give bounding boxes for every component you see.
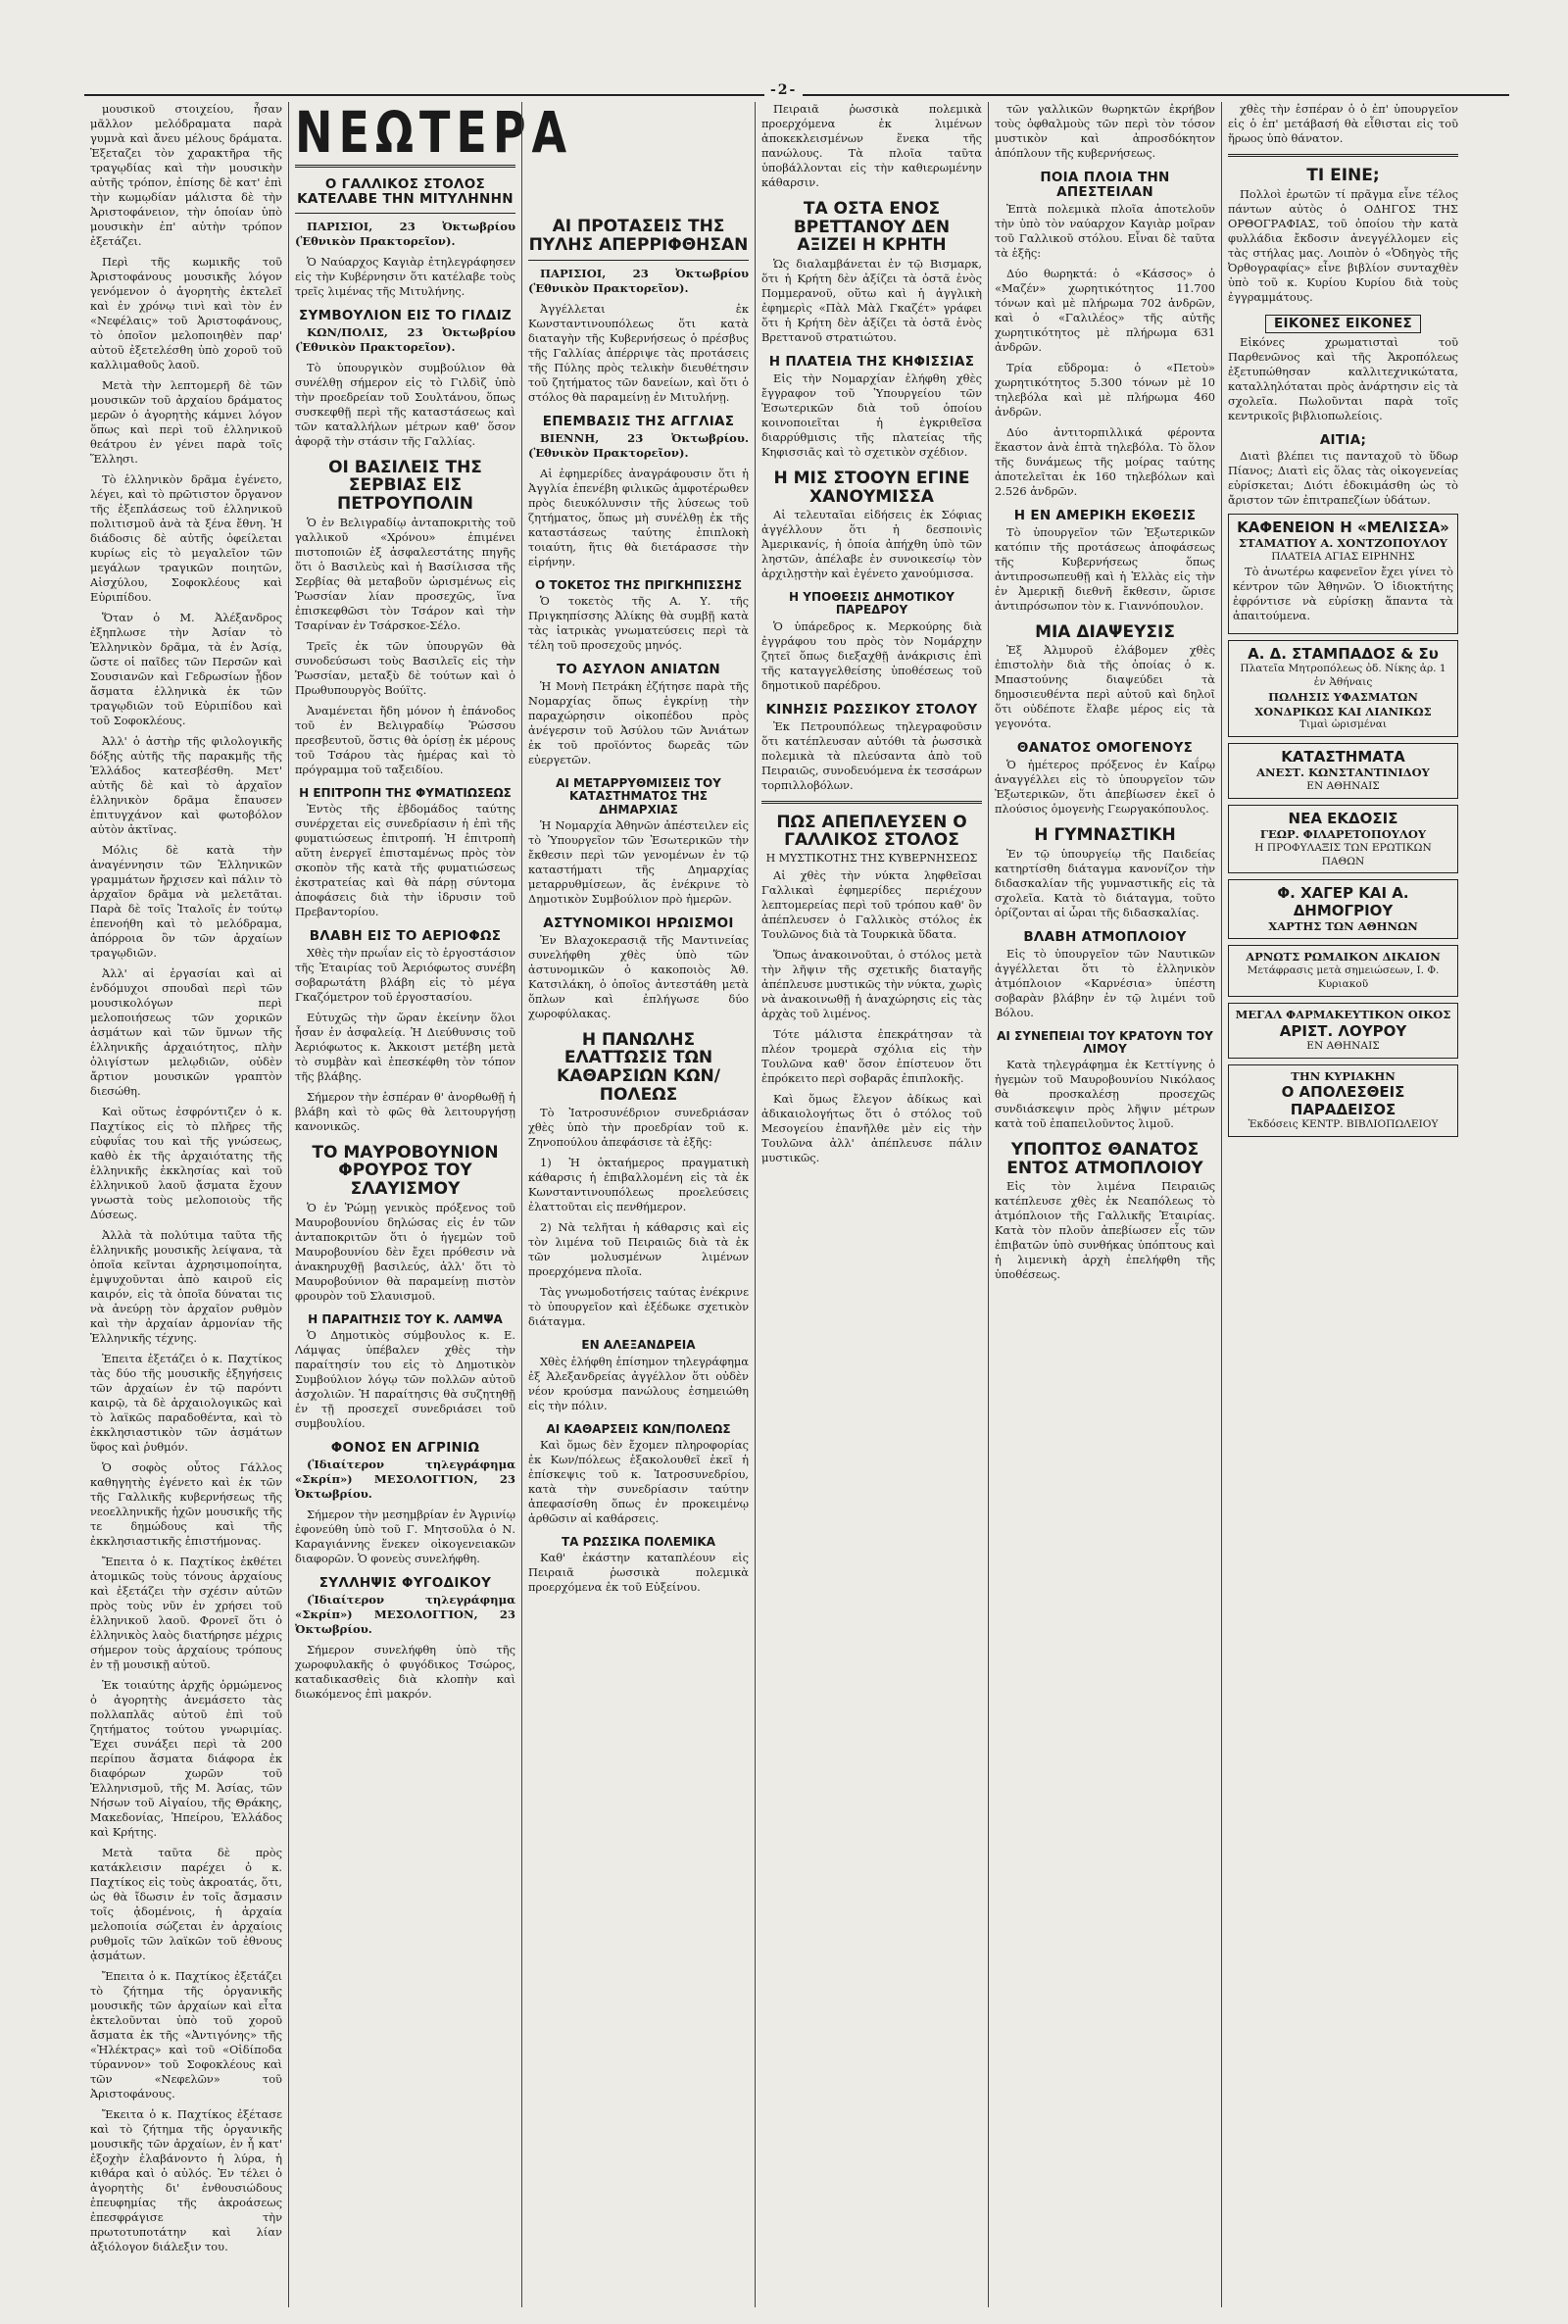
paragraph: Σήμερον τὴν ἑσπέραν θ' ἀνορθωθῇ ἡ βλάβη καὶ τὸ φῶς θὰ λειτουργήσῃ κανονικῶς. [295, 1089, 515, 1133]
headline: Η ΥΠΟΘΕΣΙΣ ΔΗΜΟΤΙΚΟΥ ΠΑΡΕΔΡΟΥ [789, 590, 955, 618]
ad-line: ΠΩΛΗΣΙΣ ΥΦΑΣΜΑΤΩΝ [1268, 689, 1418, 704]
paragraph: Ἀλλὰ τὰ πολύτιμα ταῦτα τῆς ἑλληνικῆς μουσικῆς λείψανα, τὰ ὁποῖα κεῖνται ἀχρησιμοποίητα, ἐμψυχοῦνται ἀπὸ καιροῦ εἰς καιρόν, εἰς τὰ ὁποῖα δύναται τις νὰ ἀνεύρῃ τὸν ἀρχαῖον ρυθμὸν καὶ τὴν ἀρχαίαν ἁρμονίαν τῆς Ἑλληνικῆς τέχνης. [90, 1228, 282, 1345]
paragraph: Ἐξ Ἀλμυροῦ ἐλάβομεν χθὲς ἐπιστολὴν διὰ τῆς ὁποίας ὁ κ. Μπαστούνης διαψεύδει τὰ δημοσιευθέντα περὶ αὐτοῦ καὶ δηλοῖ ὅτι οὐδέποτε ἔλαβε μέρος εἰς τὰ γεγονότα. [995, 643, 1215, 731]
paragraph: Χθὲς ἐλήφθη ἐπίσημον τηλεγράφημα ἐξ Ἀλεξανδρείας ἀγγέλλον ὅτι οὐδὲν νέον κρούσμα πανώλους ἐσημειώθη εἰς τὴν πόλιν. [528, 1354, 749, 1412]
paragraph: Ἀναμένεται ἤδη μόνον ἡ ἐπάνοδος τοῦ ἐν Βελιγραδίῳ Ῥώσσου πρεσβευτοῦ, ὅστις θὰ ὁρίσῃ ἐκ μέρους τοῦ Τσάρου τὰς ἡμέρας καὶ τὸ πρόγραμμα τοῦ ταξειδίου. [295, 703, 515, 776]
divider [295, 213, 515, 214]
paragraph: Ὁ τοκετὸς τῆς Α. Υ. τῆς Πριγκηπίσσης Ἀλίκης θὰ συμβῇ κατὰ τὰς ἰατρικὰς γνωματεύσεις περὶ τὰ τέλη τοῦ προσεχοῦς μηνός. [528, 594, 749, 653]
advertisement [1228, 514, 1458, 634]
ad-body: Τὸ ἀνωτέρω καφενεῖον ἔχει γίνει τὸ κέντρον τῶν Ἀθηνῶν. Ὁ ἰδιοκτήτης ἐφρόντισε νὰ εὑρίσκῃ ἅπαντα τὰ ἀπαιτούμενα. [1233, 565, 1453, 623]
paragraph: Ὁ σοφὸς οὗτος Γάλλος καθηγητὴς ἐγένετο καὶ ἐκ τῶν τῆς Γαλλικῆς κυβερνήσεως τῆς νεοελληνικῆς ἠχῶν μουσικῆς τῆς τε δημώδους καὶ τῆς ἐκκλησιαστικῆς ἐπιστήμονας. [90, 1460, 282, 1548]
paragraph: Ἀλλ' ὁ ἀστὴρ τῆς φιλολογικῆς δόξης αὐτῆς τῆς παρακμῆς τῆς Ἑλλάδος κατεσβέσθη. Μετ' αὐτῆς δὲ καὶ τὸ ἀρχαῖον ἑλληνικὸν δρᾶμα ἔπαυσεν ἐπιτυγχάνον καὶ φωτοβόλον αὐτὸν ἀκτῖνας. [90, 734, 282, 836]
paragraph: Ἡ Νομαρχία Ἀθηνῶν ἀπέστειλεν εἰς τὸ Ὑπουργεῖον τῶν Ἐσωτερικῶν τὴν ἔκθεσιν περὶ τῶν γενομένων ἐν τῷ καταστήματι τῆς Δημαρχίας μεταρρυθμίσεων, ἅς ἐνέκρινε τὸ Δημοτικὸν Συμβούλιον πρὸ ἡμερῶν. [528, 817, 749, 906]
paragraph: Μετὰ ταῦτα δὲ πρὸς κατάκλεισιν παρέχει ὁ κ. Παχτίκος εἰς τοὺς ἀκροατάς, ὅτι, ὡς θὰ ἴδωσιν ἐν τοῖς ἄσμασιν τοῖς ᾀδομένοις, ἡ ἀρχαία μελοποιία σώζεται ἐν ἀρχαίοις ρυθμοῖς τῶν λαϊκῶν τοῦ ἐθνους ᾀσμάτων. [90, 1846, 282, 1962]
headline: ΑΙ ΣΥΝΕΠΕΙΑΙ ΤΟΥ ΚΡΑΤΟΥΝ ΤΟΥ ΛΙΜΟΥ [997, 1028, 1213, 1056]
headline: ΑΙ ΠΡΟΤΑΣΕΙΣ ΤΗΣ ΠΥΛΗΣ ΑΠΕΡΡΙΦΘΗΣΑΝ [528, 217, 749, 255]
column-1 [84, 102, 288, 2307]
dateline: (Ἰδιαίτερον τηλεγράφημα «Σκρίπ») ΜΕΣΟΛΟΓΓΙΟΝ, 23 Ὀκτωβρίου. [295, 1457, 515, 1501]
ad-address: ΠΛΑΤΕΙΑ ΑΓΙΑΣ ΕΙΡΗΝΗΣ [1271, 551, 1415, 564]
headline: Η ΕΠΙΤΡΟΠΗ ΤΗΣ ΦΥΜΑΤΙΩΣΕΩΣ [299, 785, 512, 800]
column-5 [988, 102, 1221, 2307]
paragraph: τῶν γαλλικῶν θωρηκτῶν ἐκρήβον τοὺς ὀφθαλμοὺς τῶν περὶ τὸν τόσον μυστικὸν καὶ ἀπροσδόκητον ἀπόπλουν τῆς κυβερνήσεως. [995, 102, 1215, 160]
subheadline: Η ΜΥΣΤΙΚΟΤΗΣ ΤΗΣ ΚΥΒΕΡΝΗΣΕΩΣ [765, 851, 978, 865]
advertisement [1228, 879, 1458, 939]
ad-owner: ΑΡΙΣΤ. ΛΟΥΡΟΥ [1279, 1021, 1407, 1040]
headline: Η ΜΙΣ ΣΤΟΟΥΝ ΕΓΙΝΕ ΧΑΝΟΥΜΙΣΣΑ [773, 468, 970, 507]
headline: ΤΙ ΕΙΝΕ; [1306, 166, 1380, 185]
paragraph: Ὅπως ἀνακοινοῦται, ὁ στόλος μετὰ τὴν λῆψιν τῆς σχετικῆς διαταγῆς ἀπέπλευσε μυστικῶς τὴν νύκτα, χωρὶς νὰ ἀνακοινωθῇ ἡ ἀναχώρησις εἰς τὰς ἀρχὰς τοῦ λιμένος. [761, 947, 982, 1020]
ad-line: Ἐκδόσεις ΚΕΝΤΡ. ΒΙΒΛΙΟΠΩΛΕΙΟΥ [1248, 1118, 1439, 1131]
paragraph: 1) Ἡ ὀκταήμερος πραγματικὴ κάθαρσις ἡ ἐπιβαλλομένη εἰς τὰ ἐκ Κωνσταντινουπόλεως προελεύσεις ἐλαττοῦται εἰς πενθήμερον. [528, 1156, 749, 1214]
paragraph: Σήμερον συνελήφθη ὑπὸ τῆς χωροφυλακῆς ὁ φυγόδικος Τσώρος, καταδικασθεὶς διὰ κλοπὴν καὶ διωκόμενος ἐπὶ μακρόν. [295, 1642, 515, 1701]
paragraph: Εἰς τὸ ὑπουργεῖον τῶν Ναυτικῶν ἀγγέλλεται ὅτι τὸ ἑλληνικὸν ἀτμόπλοιον «Καρνέσια» ὑπέστη σοβαρὰν βλάβην ἐν τῷ λιμένι τοῦ Βόλου. [995, 946, 1215, 1019]
ad-line: ΓΕΩΡ. ΦΙΛΑΡΕΤΟΠΟΥΛΟΥ [1259, 826, 1427, 841]
column-6 [1221, 102, 1464, 2307]
paragraph: Αἱ χθὲς τὴν νύκτα ληφθεῖσαι Γαλλικαὶ ἐφημερίδες περιέχουν λεπτομερείας περὶ τοῦ τρόπου καθ' ὃν ἀπέπλευσεν ὁ Γαλλικὸς στόλος ἐκ Τουλῶνος διὰ τὰ Τουρκικὰ ὕδατα. [761, 867, 982, 941]
headline: ΑΣΤΥΝΟΜΙΚΟΙ ΗΡΩΙΣΜΟΙ [543, 915, 734, 931]
ad-title: Φ. ΧΑΓΕΡ ΚΑΙ Α. ΔΗΜΟΓΡΙΟΥ [1277, 884, 1409, 920]
columns [84, 99, 1509, 2307]
advertisement [1228, 640, 1458, 737]
paragraph: Αἱ τελευταῖαι εἰδήσεις ἐκ Σόφιας ἀγγέλλουν ὅτι ἡ δεσποινὶς Ἀμερικανίς, ἡ ὁποία ἀπήχθη ὑπὸ τῶν ληστῶν, ἀπέλαβε ἐν συνοικεσίῳ τὸν ἀρχιλῃστὴν καὶ ἐγένετο χανούμισσα. [761, 508, 982, 581]
paragraph: Δύο ἀντιτορπιλλικά φέροντα ἕκαστον ἀνὰ ἑπτὰ τηλεβόλα. Τὸ ὅλον τῆς δυνάμεως τῆς μοίρας ταύτης ἀποτελεῖται ἐκ 160 τηλεβόλων καὶ 2.526 ἀνδρῶν. [995, 424, 1215, 498]
headline: ΕΠΕΜΒΑΣΙΣ ΤΗΣ ΑΓΓΛΙΑΣ [542, 414, 735, 430]
page-number: -2- [764, 82, 803, 98]
advertisement [1228, 743, 1458, 799]
headline: ΑΙ ΜΕΤΑΡΡΥΘΜΙΣΕΙΣ ΤΟΥ ΚΑΤΑΣΤΗΜΑΤΟΣ ΤΗΣ ΔΗΜΑΡΧΙΑΣ [556, 776, 721, 816]
dateline: ΠΑΡΙΣΙΟΙ, 23 Ὀκτωβρίου (Ἐθνικὸν Πρακτορεῖον). [528, 267, 749, 296]
headline: ΣΥΜΒΟΥΛΙΟΝ ΕΙΣ ΤΟ ΓΙΛΔΙΖ [298, 307, 512, 323]
paragraph: Ὁ ὑπάρεδρος κ. Μερκούρης διὰ ἐγγράφου του πρὸς τὸν Νομάρχην ζητεῖ ὅπως διεξαχθῇ ἀνάκρισις ἐπὶ τῆς καταγγελθείσης ὑποθέσεως τοῦ δημοτικοῦ παρέδρου. [761, 618, 982, 692]
headline: ΘΑΝΑΤΟΣ ΟΜΟΓΕΝΟΥΣ [1016, 740, 1194, 757]
ad-line: Ο ΑΠΟΛΕΣΘΕΙΣ ΠΑΡΑΔΕΙΣΟΣ [1281, 1083, 1405, 1119]
ad-city: ΕΝ ΑΘΗΝΑΙΣ [1306, 780, 1380, 793]
paragraph: Ἐν Βλαχοκερασιᾷ τῆς Μαντινείας συνελήφθη χθὲς ὑπὸ τῶν ἀστυνομικῶν ὁ κακοποιὸς Ἀθ. Κατσιλάκη, ὁ ὁποῖος ἀντεστάθη μετὰ ὅπλων καὶ ἐπλήγωσε δύο χωροφύλακας. [528, 932, 749, 1020]
paragraph: Ἐντὸς τῆς ἑβδομάδος ταύτης συνέρχεται εἰς συνεδρίασιν ἡ ἐπὶ τῆς φυματιώσεως ἐπιτροπή. Ἡ ἐπιτροπὴ αὕτη ἐνεργεῖ ἐπισταμένως πρὸς τὸν σκοπὸν τῆς κατὰ τῆς φυματιώσεως ἐκστρατείας καὶ θὰ πάρῃ σύντομα ἀποφάσεις διὰ τὴν ἱδρυσιν τοῦ Πρεβαντορίου. [295, 801, 515, 918]
dateline: (Ἰδιαίτερον τηλεγράφημα «Σκρίπ») ΜΕΣΟΛΟΓΓΙΟΝ, 23 Ὀκτωβρίου. [295, 1592, 515, 1636]
ad-owner: ΑΝΕΣΤ. ΚΩΝΣΤΑΝΤΙΝΙΔΟΥ [1256, 766, 1430, 780]
headline: ΤΟ ΑΣΥΛΟΝ ΑΝΙΑΤΩΝ [556, 662, 721, 678]
paragraph: Ἐπειτα ἐξετάζει ὁ κ. Παχτίκος τὰς δύο τῆς μουσικῆς ἐξηγήσεις τῶν ἀρχαίων ἐν τῷ παρόντι καιρῷ, τὰ δὲ ἀρχαιολογικῶς καὶ τὸ λαϊκῶς παραδοθέντα, καὶ τὸ ἐκκλησιαστικὸν τῶν ἀσμάτων ὕφος καὶ ῥυθμόν. [90, 1352, 282, 1454]
ad-title: ΜΕΓΑΛ ΦΑΡΜΑΚΕΥΤΙΚΟΝ ΟΙΚΟΣ [1235, 1007, 1451, 1021]
headline: ΚΙΝΗΣΙΣ ΡΩΣΣΙΚΟΥ ΣΤΟΛΟΥ [765, 701, 978, 717]
dateline: ΒΙΕΝΝΗ, 23 Ὀκτωβρίου. (Ἐθνικὸν Πρακτορεῖον). [528, 431, 749, 461]
headline: ΟΙ ΒΑΣΙΛΕΙΣ ΤΗΣ ΣΕΡΒΙΑΣ ΕΙΣ ΠΕΤΡΟΥΠΟΛΙΝ [328, 457, 482, 514]
paragraph: Εἰς τὸν λιμένα Πειραιῶς κατέπλευσε χθὲς ἐκ Νεαπόλεως τὸ ἀτμόπλοιον τῆς Γαλλικῆς Ἑταιρίας. Κατὰ τὸν πλοῦν ἀπεβίωσεν εἷς τῶν ἐπιβατῶν ὑπὸ συνθήκας ὑπόπτους καὶ ἡ λιμενικὴ ἀρχὴ ἐπελήφθη τῆς ὑποθέσεως. [995, 1179, 1215, 1282]
paragraph: Ὁ ἡμέτερος πρόξενος ἐν Καΐρῳ ἀναγγέλλει εἰς τὸ ὑπουργεῖον τῶν Ἐξωτερικῶν, ὅτι ἀπεβίωσεν ἐκεῖ ὁ πλούσιος ὁμογενὴς Γεωργακόπουλος. [995, 758, 1215, 816]
headline: ΠΩΣ ΑΠΕΠΛΕΥΣΕΝ Ο ΓΑΛΛΙΚΟΣ ΣΤΟΛΟΣ [776, 812, 967, 851]
headline: Η ΓΥΜΝΑΣΤΙΚΗ [1034, 825, 1176, 846]
advertisement [1228, 945, 1458, 996]
paragraph: Πειραιᾶ ῥωσσικὰ πολεμικὰ προερχόμενα ἐκ λιμένων ἀποκεκλεισμένων ἕνεκα τῆς πανώλους. Τὰ πλοῖα ταῦτα ὑποβάλλονται εἰς τὴν καθιερωμένην κάθαρσιν. [761, 102, 982, 189]
paragraph: Ἡ Μονὴ Πετράκη ἐζήτησε παρὰ τῆς Νομαρχίας ὅπως ἐγκρίνῃ τὴν παραχώρησιν οἰκοπέδου πρὸς ἀνέγερσιν τοῦ Ἀσύλου τῶν Ἀνιάτων ἐκ τοῦ προϊόντος δωρεᾶς τῶν εὐεργετῶν. [528, 679, 749, 767]
paragraph: Ἔπειτα ὁ κ. Παχτίκος ἐξετάζει τὸ ζήτημα τῆς ὀργανικῆς μουσικῆς τῶν ἀρχαίων καὶ εἶτα ἐκτελοῦνται ὑπὸ τοῦ χοροῦ ἄσματα ἐκ τῆς «Ἀντιγόνης» τῆς «Ἠλέκτρας» καὶ τοῦ «Οἰδίποδα τύραννον» τοῦ Σοφοκλέους καὶ τῶν «Νεφελῶν» τοῦ Ἀριστοφάνους. [90, 1969, 282, 2101]
headline: Ο ΓΑΛΛΙΚΟΣ ΣΤΟΛΟΣ ΚΑΤΕΛΑΒΕ ΤΗΝ ΜΙΤΥΛΗΝΗΝ [297, 176, 514, 207]
paragraph: Εὐτυχῶς τὴν ὥραν ἐκείνην ὅλοι ἦσαν ἐν ἀσφαλείᾳ. Ἡ Διεύθυνσις τοῦ Ἀεριόφωτος κ. Ἀκκοιστ μετέβη μετὰ τὸ συμβὰν καὶ ἐπεσκέφθη τὸν τόπον τῆς βλάβης. [295, 1010, 515, 1083]
headline: Η ΠΑΡΑΙΤΗΣΙΣ ΤΟΥ Κ. ΛΑΜΨΑ [308, 1311, 503, 1326]
paragraph: Τὸ ἑλληνικὸν δρᾶμα ἐγένετο, λέγει, καὶ τὸ πρῶτιστον ὄργανον τῆς ἐξεπλάσεως τοῦ ἑλληνικοῦ πολιτισμοῦ ἀνὰ τὰ ξένα ἔθνη. Ἡ διάδοσις δὲ αὐτῆς ὀφείλεται κυρίως εἰς τὸ μεγαλεῖον τῶν μεγάλων τραγικῶν ποιητῶν, Αἰσχύλου, Σοφοκλέους καὶ Εὐριπίδου. [90, 472, 282, 604]
headline: ΣΥΛΛΗΨΙΣ ΦΥΓΟΔΙΚΟΥ [318, 1574, 492, 1591]
divider [761, 801, 982, 804]
paragraph: Ἑπτὰ πολεμικὰ πλοῖα ἀποτελοῦν τὴν ὑπὸ τὸν ναύαρχον Καγιὰρ μοῖραν τοῦ Γαλλικοῦ στόλου. Εἶναι δὲ ταῦτα τὰ ἑξῆς: [995, 201, 1215, 260]
ad-title: Α. Δ. ΣΤΑΜΠΑΔΟΣ & Συ [1248, 645, 1439, 664]
paragraph: Χθὲς τὴν πρωΐαν εἰς τὸ ἐργοστάσιον τῆς Ἑταιρίας τοῦ Ἀεριόφωτος συνέβη σοβαρωτάτη βλάβη εἰς τὸ μέγα Γκαζόμετρον τοῦ ἐργοστασίου. [295, 945, 515, 1004]
headline-box: ΕΙΚΟΝΕΣ ΕΙΚΟΝΕΣ [1265, 315, 1421, 333]
paragraph: Εἰκόνες χρωματισταὶ τοῦ Παρθενῶνος καὶ τῆς Ἀκροπόλεως ἐξετυπώθησαν καλλιτεχνικώτατα, καταλληλόταται πρὸς ἀνάρτησιν εἰς τὰ σχολεῖα. Πωλοῦνται παρὰ τοῖς κεντρικοῖς βιβλιοπωλείοις. [1228, 334, 1458, 422]
divider [1228, 154, 1458, 157]
headline: ΒΛΑΒΗ ΕΙΣ ΤΟ ΑΕΡΙΟΦΩΣ [309, 927, 502, 944]
dateline: ΠΑΡΙΣΙΟΙ, 23 Ὀκτωβρίου (Ἐθνικὸν Πρακτορεῖον). [295, 219, 515, 248]
paragraph: Τρεῖς ἐκ τῶν ὑπουργῶν θὰ συνοδεύσωσι τοὺς Βασιλεῖς εἰς τὴν Ῥωσσίαν, μεταξὺ δὲ τούτων καὶ ὁ Πρωθυπουργὸς Βούϊτς. [295, 638, 515, 697]
paragraph: μουσικοῦ στοιχείου, ἦσαν μᾶλλον μελόδραματα παρὰ γυμνὰ καὶ ἄνευ μέλους δράματα. Ἐξεταζει τὸν χαρακτῆρα τῆς τραγῳδίας καὶ τὴν μουσικὴν αὐτῆς τρόπον, ἐπίσης δὲ κατ' ἐπὶ τὴν κωμῳδίαν μάλιστα δὲ τὴν Ἀριστοφάνειον, τὴν ὁποίαν ὑπὸ μουσικὴν ἐπ' αὐτὴν τρόπον ἐξετάζει. [90, 102, 282, 248]
divider [528, 260, 749, 261]
paragraph: Ἀγγέλλεται ἐκ Κωνσταντινουπόλεως ὅτι κατὰ διαταγὴν τῆς Κυβερνήσεως ὁ πρέσβυς τῆς Γαλλίας ἀπέρριψε τὰς προτάσεις τῆς Πύλης πρὸς τελικὴν διευθέτησιν τοῦ ζητήματος τῶν δανείων, καὶ ὅτι ὁ στόλος θὰ παραμείνῃ ἐν Μιτυλήνῃ. [528, 302, 749, 405]
ad-title: ΚΑΦΕΝΕΙΟΝ Η «ΜΕΛΙΣΣΑ» [1237, 519, 1449, 537]
paragraph: Ἐκ Πετρουπόλεως τηλεγραφοῦσιν ὅτι κατέπλευσαν αὐτόθι τὰ ῥωσσικὰ πολεμικὰ τὰ πλεύσαντα ἀπὸ τοῦ Πειραιῶς, συνοδευόμενα ἐκ τεσσάρων τορπιλλοβόλων. [761, 718, 982, 792]
paragraph: Τὸ Ἰατροσυνέδριον συνεδριάσαν χθὲς ὑπὸ τὴν προεδρίαν τοῦ κ. Ζηνοπούλου ἀπεφάσισε τὰ ἑξῆς: [528, 1106, 749, 1150]
paragraph: Περὶ τῆς κωμικῆς τοῦ Ἀριστοφάνους μουσικῆς λόγον γενόμενον ὁ ἀγορητὴς ἐκτελεῖ καὶ ἐν χρόνῳ τινὶ καὶ τὸν ἐν «Νεφέλαις» τοῦ Ἀριστοφάνους, τὸ ὁποῖον μελοποιηθὲν παρ' αὐτοῦ ἐξετελέσθη ὑπὸ χοροῦ τοῦ καλλιμαθοῦς λαοῦ. [90, 255, 282, 371]
headline: ΕΝ ΑΛΕΞΑΝΔΡΕΙΑ [581, 1338, 696, 1353]
paragraph: Μετὰ τὴν λεπτομερῆ δὲ τῶν μουσικῶν τοῦ ἀρχαίου δράματος μερῶν ὁ ἀγορητὴς κάμνει λόγον ὅπως καὶ περὶ τοῦ ἑλληνικοῦ θεάτρου ἐν γένει παρὰ τοῖς Ἕλλησι. [90, 378, 282, 466]
ad-title: ΚΑΤΑΣΤΗΜΑΤΑ [1281, 748, 1405, 766]
ad-line: Τιμαὶ ὡρισμέναι [1298, 718, 1388, 731]
column-2 [288, 99, 573, 2307]
dateline: ΚΩΝ/ΠΟΛΙΣ, 23 Ὀκτωβρίου (Ἐθνικὸν Πρακτορεῖον). [295, 324, 515, 354]
paragraph: Τὸ ὑπουργικὸν συμβούλιον θὰ συνέλθῃ σήμερον εἰς τὸ Γιλδὶζ ὑπὸ τὴν προεδρείαν τοῦ Σουλτάνου, ὅπως συσκεφθῇ περὶ τῆς καταστάσεως καὶ τῶν καταλλήλων μέτρων καθ' ὅσον ἀφορᾷ τὴν στάσιν τῆς Γαλλίας. [295, 360, 515, 448]
paragraph: Ἔπειτα ὁ κ. Παχτίκος ἐκθέτει ἀτομικῶς τοὺς τόνους ἀρχαίους καὶ ἐξετάζει τὴν σχέσιν αὐτῶν πρὸς τοὺς νῦν ἐν χρήσει τοῦ ἑλληνικοῦ λαοῦ. Φρονεῖ ὅτι ὁ ἑλληνικὸς λαὸς διατήρησε μέχρις σήμερον τοὺς ἀρχαίους τρόπους ἐν τῇ μουσικῇ αὐτοῦ. [90, 1555, 282, 1671]
headline: ΤΟ ΜΑΥΡΟΒΟΥΝΙΟΝ ΦΡΟΥΡΟΣ ΤΟΥ ΣΛΑΥΙΣΜΟΥ [312, 1142, 499, 1199]
paragraph: Ὁ Δημοτικὸς σύμβουλος κ. Ε. Λάμψας ὑπέβαλεν χθὲς τὴν παραίτησίν του εἰς τὸ Δημοτικὸν Συμβούλιον λόγῳ τῶν πολλῶν αὐτοῦ ἀσχολιῶν. Ἡ παραίτησις θὰ συζητηθῇ ἐν τῇ προσεχεῖ συνεδριάσει τοῦ συμβουλίου. [295, 1327, 515, 1430]
paragraph: Ὁ Ναύαρχος Καγιὰρ ἐτηλεγράφησεν εἰς τὴν Κυβέρνησιν ὅτι κατέλαβε τοὺς τρεῖς λιμένας τῆς Μιτυλήνης. [295, 254, 515, 298]
ad-owner: ΣΤΑΜΑΤΙΟΥ Α. ΧΟΝΤΖΟΠΟΥΛΟΥ [1238, 536, 1448, 551]
paragraph: Πολλοὶ ἐρωτῶν τί πρᾶγμα εἶνε τέλος πάντων αὐτὸς ὁ ΟΔΗΓΟΣ ΤΗΣ ΟΡΘΟΓΡΑΦΙΑΣ, τοῦ ὁποίου τὴν κατὰ φυλλάδια ἔκδοσιν ἀνεγγέλλομεν εἰς τὰς στήλας μας. Λοιπὸν ὁ «Ὁδηγὸς τῆς Ὀρθογραφίας» εἶνε βιβλίον συνταχθὲν ὑπὸ τοῦ κ. Κυρίου Κυρίου διὰ τοὺς ἐγγραμμάτους. [1228, 186, 1458, 304]
paragraph: Ἔκειτα ὁ κ. Παχτίκος ἐξέτασε καὶ τὸ ζήτημα τῆς ὀργανικῆς μουσικῆς τῶν ἀρχαίων, ἐν ἧ κατ' ἐξοχὴν ἐλαβάνοντο ἡ λύρα, ἡ κιθάρα καὶ ὁ αὐλός. Ἐν τέλει ὁ ἀγορητὴς δι' ἐνθουσιώδους ἐπευφημίας τῆς ἀκροάσεως ἐπεσφράγισε τὴν πρωτοτυποτάτην καὶ λίαν ἀξιόλογον διάλεξιν του. [90, 2107, 282, 2253]
headline: ΑΙ ΚΑΘΑΡΣΕΙΣ ΚΩΝ/ΠΟΛΕΩΣ [546, 1421, 731, 1436]
headline: ΒΛΑΒΗ ΑΤΜΟΠΛΟΙΟΥ [1023, 928, 1187, 945]
headline: ΤΑ ΟΣΤΑ ΕΝΟΣ ΒΡΕΤΤΑΝΟΥ ΔΕΝ ΑΞΙΖΕΙ Η ΚΡΗΤΗ [793, 199, 951, 256]
paragraph: Καὶ ὅμως ἔλεγον ἀδίκως καὶ ἀδικαιολογήτως ὅτι ὁ στόλος τοῦ Μεσογείου ἐπανῆλθε μὲν εἰς τὴν Τουλῶνα ἀλλ' ἀπέπλευσε πάλιν μυστικῶς. [761, 1091, 982, 1164]
masthead [295, 99, 573, 168]
headline: ΥΠΟΠΤΟΣ ΘΑΝΑΤΟΣ ΕΝΤΟΣ ΑΤΜΟΠΛΟΙΟΥ [1006, 1139, 1203, 1178]
headline: Η ΕΝ ΑΜΕΡΙΚΗ ΕΚΘΕΣΙΣ [1013, 507, 1197, 523]
advertisement [1228, 1003, 1458, 1059]
paragraph: Μόλις δὲ κατὰ τὴν ἀναγέννησιν τῶν Ἑλληνικῶν γραμμάτων ἤρχισεν καὶ πάλιν τὸ ἀρχαῖον δρᾶμα νὰ μελετᾶται. Παρὰ δὲ τοῖς Ἰταλοῖς ἐν τούτῳ ἐπενοήθη καὶ τὸ μελόδραμα, ἀπόρροια ὂν τῶν ἀρχαίων τραγῳδιῶν. [90, 843, 282, 960]
headline: ΜΙΑ ΔΙΑΨΕΥΣΙΣ [1035, 621, 1175, 642]
headline: ΠΟΙΑ ΠΛΟΙΑ ΤΗΝ ΑΠΕΣΤΕΙΛΑΝ [1040, 170, 1170, 200]
paragraph: Καὶ ὅμως δὲν ἔχομεν πληροφορίας ἐκ Κων/πόλεως ἐξακολουθεῖ ἐκεῖ ἡ ἐπίσκεψις τοῦ κ. Ἰατροσυνεδρίου, κατὰ τὴν συνεδρίασιν ταύτην ἀπεφασίσθη ὅπως ἐν προκειμένῳ ἀρθῶσιν αἱ καθάρσεις. [528, 1437, 749, 1525]
paragraph: Τρία εὔδρομα: ὁ «Πετοὺ» χωρητικότητος 5.300 τόνων μὲ 10 τηλεβόλα καὶ μὲ πλήρωμα 460 ἀνδρῶν. [995, 360, 1215, 419]
paragraph: Διατὶ βλέπει τις πανταχοῦ τὸ ὕδωρ Πίανος; Διατὶ εἰς ὅλας τὰς οἰκογενείας εὑρίσκεται; Διότι ἐδοκιμάσθη ὡς τὸ ἄριστον τῶν ἐπιτραπεζίων ὑδάτων. [1228, 449, 1458, 508]
headline: Η ΠΑΝΩΛΗΣ ΕΛΑΤΤΩΣΙΣ ΤΩΝ ΚΑΘΑΡΣΙΩΝ ΚΩΝ/ΠΟΛΕΩΣ [557, 1029, 720, 1105]
paragraph: Ἐκ τοιαύτης ἀρχῆς ὁρμώμενος ὁ ἀγορητὴς ἀνεμάσετο τὰς πολλαπλᾶς αὐτοῦ ἐπὶ τοῦ ζητήματος τούτου γνωριμίας. Ἔχει συνάξει περὶ τὰ 200 περίπου ἄσματα διάφορα ἐκ διαφόρων χωρῶν τοῦ Ἑλληνισμοῦ, τῆς Μ. Ἀσίας, τῶν Νήσων τοῦ Αἰγαίου, τῆς Θράκης, Μακεδονίας, Ἠπείρου, Ἑλλάδος καὶ Κρήτης. [90, 1678, 282, 1839]
paragraph: 2) Νὰ τελῆται ἡ κάθαρσις καὶ εἰς τὸν λιμένα τοῦ Πειραιῶς διὰ τὰ ἐκ τῶν μολυσμένων λιμένων προερχόμενα πλοῖα. [528, 1220, 749, 1279]
headline: Η ΠΛΑΤΕΙΑ ΤΗΣ ΚΗΦΙΣΣΙΑΣ [768, 354, 975, 371]
ad-address: Πλατεῖα Μητροπόλεως ὁδ. Νίκης ἀρ. 1 ἐν Ἀθήναις [1240, 663, 1446, 688]
ad-title: ΑΡΝΩΤΣ ΡΩΜΑΙΚΟΝ ΔΙΚΑΙΟΝ [1246, 950, 1441, 964]
paragraph: Ὁ ἐν Βελιγραδίῳ ἀνταποκριτὴς τοῦ γαλλικοῦ «Χρόνου» ἐπιμένει πιστοποιῶν ἐξ ἀσφαλεστάτης πηγῆς ὅτι ὁ Βασιλεὺς καὶ ἡ Βασίλισσα τῆς Σερβίας θὰ μεταβοῦν ὡρισμένως εἰς Ῥωσσίαν λίαν προσεχῶς, ἵνα ἐπισκεφθῶσι τὸν Τσάρον καὶ τὴν Τσαρίναν ἐν Τσάρσκοε-Σέλο. [295, 515, 515, 632]
advertisement [1228, 1064, 1458, 1138]
ad-line: ΧΟΝΔΡΙΚΩΣ ΚΑΙ ΛΙΑΝΙΚΩΣ [1254, 704, 1432, 718]
paragraph: Καὶ οὕτως ἐσφρόντιζεν ὁ κ. Παχτίκος εἰς τὸ πλῆρες τῆς εὐφυΐας του καὶ τῆς γνώσεως, καθὸ ἐκ τῆς ἀρχαιότατης τῆς ἑλληνικῆς ἐκκλησίας καὶ τοῦ ἑλληνικοῦ λαοῦ ᾄσματα ἔχουν γνωστὰ τοὺς μελοποιοὺς τῆς Δύσεως. [90, 1105, 282, 1221]
ad-line: Η ΠΡΟΦΥΛΑΞΙΣ ΤΩΝ ΕΡΩΤΙΚΩΝ ΠΑΘΩΝ [1254, 841, 1432, 867]
ad-line: Μετάφρασις μετὰ σημειώσεων, Ι. Φ. Κυριακοῦ [1247, 964, 1440, 991]
paragraph: Δύο θωρηκτά: ὁ «Κάσσος» ὁ «Μαζέν» χωρητικότητος 11.700 τόνων καὶ μὲ πλήρωμα 702 ἀνδρῶν, καὶ ὁ «Γαλιλέος» τῆς αὐτῆς χωρητικότητος μὲ πλήρωμα 631 ἀνδρῶν. [995, 266, 1215, 354]
paragraph: Ὁ ἐν Ῥώμῃ γενικὸς πρόξενος τοῦ Μαυροβουνίου δηλώσας εἰς ἐν τῶν ἀνταποκριτῶν ὅτι ὁ ἡγεμὼν τοῦ Μαυροβουνίου δὲν ἔχει πρόθεσιν νὰ ἀνακηρυχθῇ βασιλεύς, ἀλλ' ὅτι τὸ Μαυροβούνιον θὰ παραμείνῃ πιστὸν φρουρὸν τοῦ Σλαυισμοῦ. [295, 1200, 515, 1303]
paragraph: Ἐν τῷ ὑπουργείῳ τῆς Παιδείας κατηρτίσθη διάταγμα κανονίζον τὴν διδασκαλίαν τῆς γυμναστικῆς εἰς τὰ σχολεῖα. Κατὰ τὸ διάταγμα, τοῦτο ὁρίζονται αἱ ὧραι τῆς διδασκαλίας. [995, 846, 1215, 919]
paragraph: Καθ' ἑκάστην καταπλέουν εἰς Πειραιᾶ ῥωσσικὰ πολεμικὰ προερχόμενα ἐκ τοῦ Εὐξείνου. [528, 1550, 749, 1594]
column-4 [755, 102, 988, 2307]
headline: ΦΟΝΟΣ ΕΝ ΑΓΡΙΝΙΩ [330, 1439, 480, 1456]
ad-line: ΧΑΡΤΗΣ ΤΩΝ ΑΘΗΝΩΝ [1268, 919, 1418, 934]
paragraph: Τὸ ὑπουργεῖον τῶν Ἐξωτερικῶν κατόπιν τῆς προτάσεως ἀποφάσεως τῆς Κυβερνήσεως ὅπως ἀντιπροσωπευθῇ καὶ ἡ Ἑλλὰς εἰς τὴν ἐν Ἀμερικῇ διεθνῆ ἔκθεσιν, ὥρισε ἀντιπρόσωπον τὸν κ. Γιαννόπουλον. [995, 524, 1215, 613]
paragraph: Τὰς γνωμοδοτήσεις ταύτας ἐνέκρινε τὸ ὑπουργεῖον καὶ ἐξέδωκε σχετικὸν διάταγμα. [528, 1285, 749, 1329]
paragraph: Αἱ ἐφημερίδες ἀναγράφουσιν ὅτι ἡ Ἀγγλία ἐπενέβη φιλικῶς ἀμφοτέρωθεν πρὸς διευκόλυνσιν τῆς λύσεως τοῦ ζητήματος, ὅπως μὴ συνέλθῃ ἐκ τῆς καταστάσεως ταύτης ἐπιπλοκὴ τοιαύτη, ἥτις θὰ διετάρασσε τὴν εἰρήνην. [528, 467, 749, 569]
paragraph: Ὅταν ὁ Μ. Ἀλέξανδρος ἐξηπλωσε τὴν Ἀσίαν τὸ Ἑλληνικὸν δρᾶμα, τὰ ἐν Ἀσίᾳ, ὥστε οἱ παῖδες τῶν Περσῶν καὶ Σουσιανῶν καὶ Γεδρωσίων ᾖδον ἄσματα ἑλληνικὰ ἐκ τῶν τραγῳδιῶν τοῦ Εὐριπίδου καὶ τοῦ Σοφοκλέους. [90, 611, 282, 727]
paragraph: Κατὰ τηλεγράφημα ἐκ Κεττίγνης ὁ ἡγεμὼν τοῦ Μαυροβουνίου Νικόλαος θὰ προσκαλέσῃ προσεχῶς συνδιάσκεψιν πρὸς λῆψιν μέτρων κατὰ τοῦ ἐπαπειλοῦντος λιμοῦ. [995, 1057, 1215, 1130]
paragraph: χθὲς τὴν ἑσπέραν ὁ ὁ ἐπ' ὑπουργεῖον εἰς ὁ ἐπ' μετάβασή θὰ εἶθισται εἰς τοῦ ἥρωος ὑπὸ θάνατον. [1228, 102, 1458, 145]
paragraph: Ἀλλ' αἱ ἐργασίαι καὶ αἱ ἐνδόμυχοι σπουδαὶ περὶ τῶν μουσικολόγων περὶ μελοποιήσεως τῶν χορικῶν ἀσμάτων καὶ τῶν ὕμνων τῆς ἑλληνικῆς ἀρχαιότητος, πλὴν ὀλιγίστων μελῳδιῶν, οὐδὲν ἄρτιον μουσικῶν γραπτὸν διεσώθη. [90, 966, 282, 1098]
paragraph: Σήμερον τὴν μεσημβρίαν ἐν Ἀγρινίῳ ἐφονεύθη ὑπὸ τοῦ Γ. Μητσοῦλα ὁ Ν. Καραγιάννης ἕνεκεν οἰκογενειακῶν διαφορῶν. Ὁ φονεὺς συνελήφθη. [295, 1507, 515, 1565]
paragraph: Εἰς τὴν Νομαρχίαν ἐλήφθη χθὲς ἔγγραφον τοῦ Ὑπουργείου τῶν Ἐσωτερικῶν διὰ τοῦ ὁποίου κοινοποιεῖται ἡ ἐγκριθεῖσα διαρρύθμισις τῆς πλατείας τῆς Κηφισσιᾶς καὶ τὸ σχετικὸν σχέδιον. [761, 371, 982, 459]
headline: ΑΙΤΙΑ; [1319, 431, 1367, 448]
masthead-title: ΝΕΩΤΕΡΑ [295, 99, 573, 166]
headline: Ο ΤΟΚΕΤΟΣ ΤΗΣ ΠΡΙΓΚΗΠΙΣΣΗΣ [534, 578, 743, 593]
paragraph: Ὡς διαλαμβάνεται ἐν τῷ Βισμαρκ, ὅτι ἡ Κρήτη δὲν ἀξίζει τὰ ὀστᾶ ἑνὸς Πομμερανοῦ, οὕτω καὶ ἡ ἀγγλικὴ ἐφημερὶς «Πὰλ Μὰλ Γκαζέτ» γράφει ὅτι ἡ Κρήτη δὲν ἀξίζει τὰ ὀστᾶ ἑνὸς Βρεττανοῦ στρατιώτου. [761, 257, 982, 345]
advertisement [1228, 805, 1458, 873]
ad-title: ΤΗΝ ΚΥΡΙΑΚΗΝ [1291, 1068, 1396, 1083]
column-3 [521, 102, 755, 2307]
headline: ΤΑ ΡΩΣΣΙΚΑ ΠΟΛΕΜΙΚΑ [562, 1534, 715, 1549]
paragraph: Τότε μάλιστα ἐπεκράτησαν τὰ πλέον τρομερὰ σχόλια εἰς τὴν Τουλῶνα καθ' ὅσον ἐπίστευον ὅτι ἐπρόκειτο περὶ σοβαρᾶς ἐπιπλοκῆς. [761, 1026, 982, 1085]
headline [1228, 315, 1458, 333]
ad-city: ΕΝ ΑΘΗΝΑΙΣ [1306, 1039, 1380, 1052]
ad-title: ΝΕΑ ΕΚΔΟΣΙΣ [1288, 809, 1398, 827]
